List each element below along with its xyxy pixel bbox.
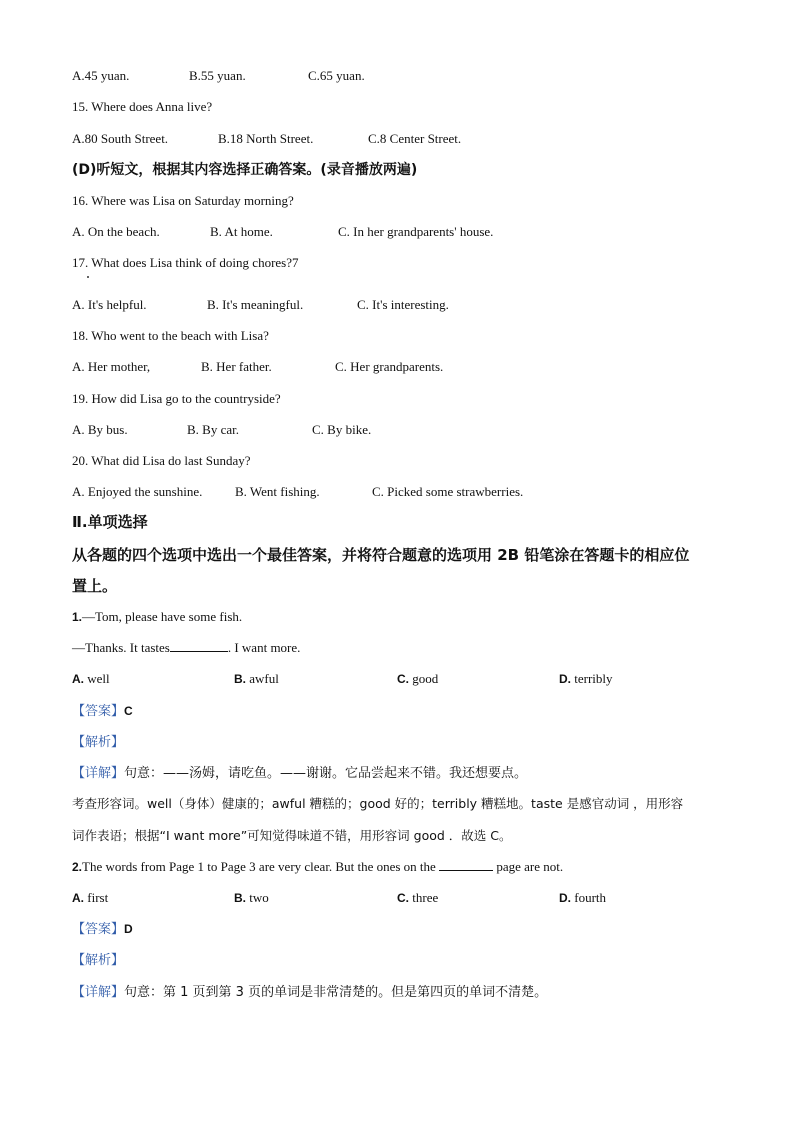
section-2-instruction-cont: 置上。 (72, 577, 118, 595)
question-16: 16. Where was Lisa on Saturday morning? (72, 193, 294, 208)
option-c: C.65 yuan. (308, 68, 365, 83)
option-b: B. Her father. (201, 359, 272, 374)
analysis-tag: 【解析】 (72, 735, 125, 750)
option-a: A.80 South Street. (72, 131, 169, 146)
option-c: C. It's interesting. (357, 297, 449, 312)
answer-blank (170, 651, 228, 652)
option-b: B.55 yuan. (189, 68, 246, 83)
option-a: A. well (72, 671, 110, 686)
problem-number: 1. (72, 610, 83, 624)
stem-after: . I want more. (227, 640, 301, 655)
question-20: 20. What did Lisa do last Sunday? (72, 453, 251, 468)
option-c: C. good (397, 671, 439, 686)
detail-tag: 【详解】 (72, 766, 125, 781)
answer-value: D (124, 922, 133, 936)
option-d: D. fourth (559, 890, 607, 905)
stem-before: —Thanks. It tastes (72, 640, 170, 655)
option-a: A. Her mother, (72, 359, 151, 374)
option-c: C. three (397, 890, 439, 905)
option-b: B. awful (234, 671, 279, 686)
option-b: B. Went fishing. (235, 484, 320, 499)
problem-1-line2 (72, 640, 300, 656)
detail-tag: 【详解】 (72, 985, 125, 1000)
explanation-line: 考查形容词。well（身体）健康的；awful 糟糕的；good 好的；terribly 糟糕地。taste 是感官动词 ，用形容 (72, 796, 684, 811)
question-15: 15. Where does Anna live? (72, 99, 213, 114)
option-a: A. On the beach. (72, 224, 160, 239)
stray-mark (87, 276, 89, 278)
detail-row (72, 984, 547, 1001)
option-a: A. By bus. (72, 422, 128, 437)
detail-text: 句意：第 1 页到第 3 页的单词是非常清楚的。但是第四页的单词不清楚。 (124, 985, 548, 1000)
answer-value: C (124, 704, 133, 718)
problem-2-stem (72, 859, 563, 875)
section-d-heading: (D)听短文，根据其内容选择正确答案。(录音播放两遍) (72, 162, 418, 178)
option-d: D. terribly (559, 671, 613, 686)
option-c: C. In her grandparents' house. (338, 224, 494, 239)
option-c: C. By bike. (312, 422, 372, 437)
option-b: B. At home. (210, 224, 273, 239)
problem-1-text: —Tom, please have some fish. (82, 609, 243, 624)
detail-text: 句意：——汤姆，请吃鱼。——谢谢。它品尝起来不错。我还想要点。 (124, 766, 528, 781)
answer-tag: 【答案】 (72, 922, 125, 937)
option-a: A. first (72, 890, 109, 905)
answer-tag: 【答案】 (72, 704, 125, 719)
answer-row (72, 921, 133, 938)
question-17: 17. What does Lisa think of doing chores?7 (72, 255, 299, 270)
section-2-title: Ⅱ.单项选择 (72, 513, 148, 531)
option-c: C.8 Center Street. (368, 131, 462, 146)
analysis-row (72, 734, 124, 751)
option-b: B. It's meaningful. (207, 297, 304, 312)
section-2-instruction: 从各题的四个选项中选出一个最佳答案，并将符合题意的选项用 2B 铅笔涂在答题卡的相应位 (72, 546, 690, 564)
option-b: B. two (234, 890, 269, 905)
option-c: C. Picked some strawberries. (372, 484, 524, 499)
question-19: 19. How did Lisa go to the countryside? (72, 391, 281, 406)
option-b: B.18 North Street. (218, 131, 314, 146)
problem-1-line1 (72, 609, 242, 625)
detail-row (72, 765, 527, 782)
analysis-tag: 【解析】 (72, 953, 125, 968)
answer-blank (439, 870, 493, 871)
option-c: C. Her grandparents. (335, 359, 444, 374)
analysis-row (72, 952, 124, 969)
option-a: A.45 yuan. (72, 68, 130, 83)
option-a: A. Enjoyed the sunshine. (72, 484, 203, 499)
option-b: B. By car. (187, 422, 239, 437)
problem-number: 2. (72, 860, 83, 874)
option-a: A. It's helpful. (72, 297, 147, 312)
stem-before: The words from Page 1 to Page 3 are very clear. But the ones on the (82, 859, 436, 874)
answer-row (72, 703, 133, 720)
question-18: 18. Who went to the beach with Lisa? (72, 328, 269, 343)
explanation-line-cont: 词作表语；根据“I want more”可知觉得味道不错，用形容词 good ．故选 C。 (72, 828, 512, 843)
stem-after: page are not. (496, 859, 564, 874)
